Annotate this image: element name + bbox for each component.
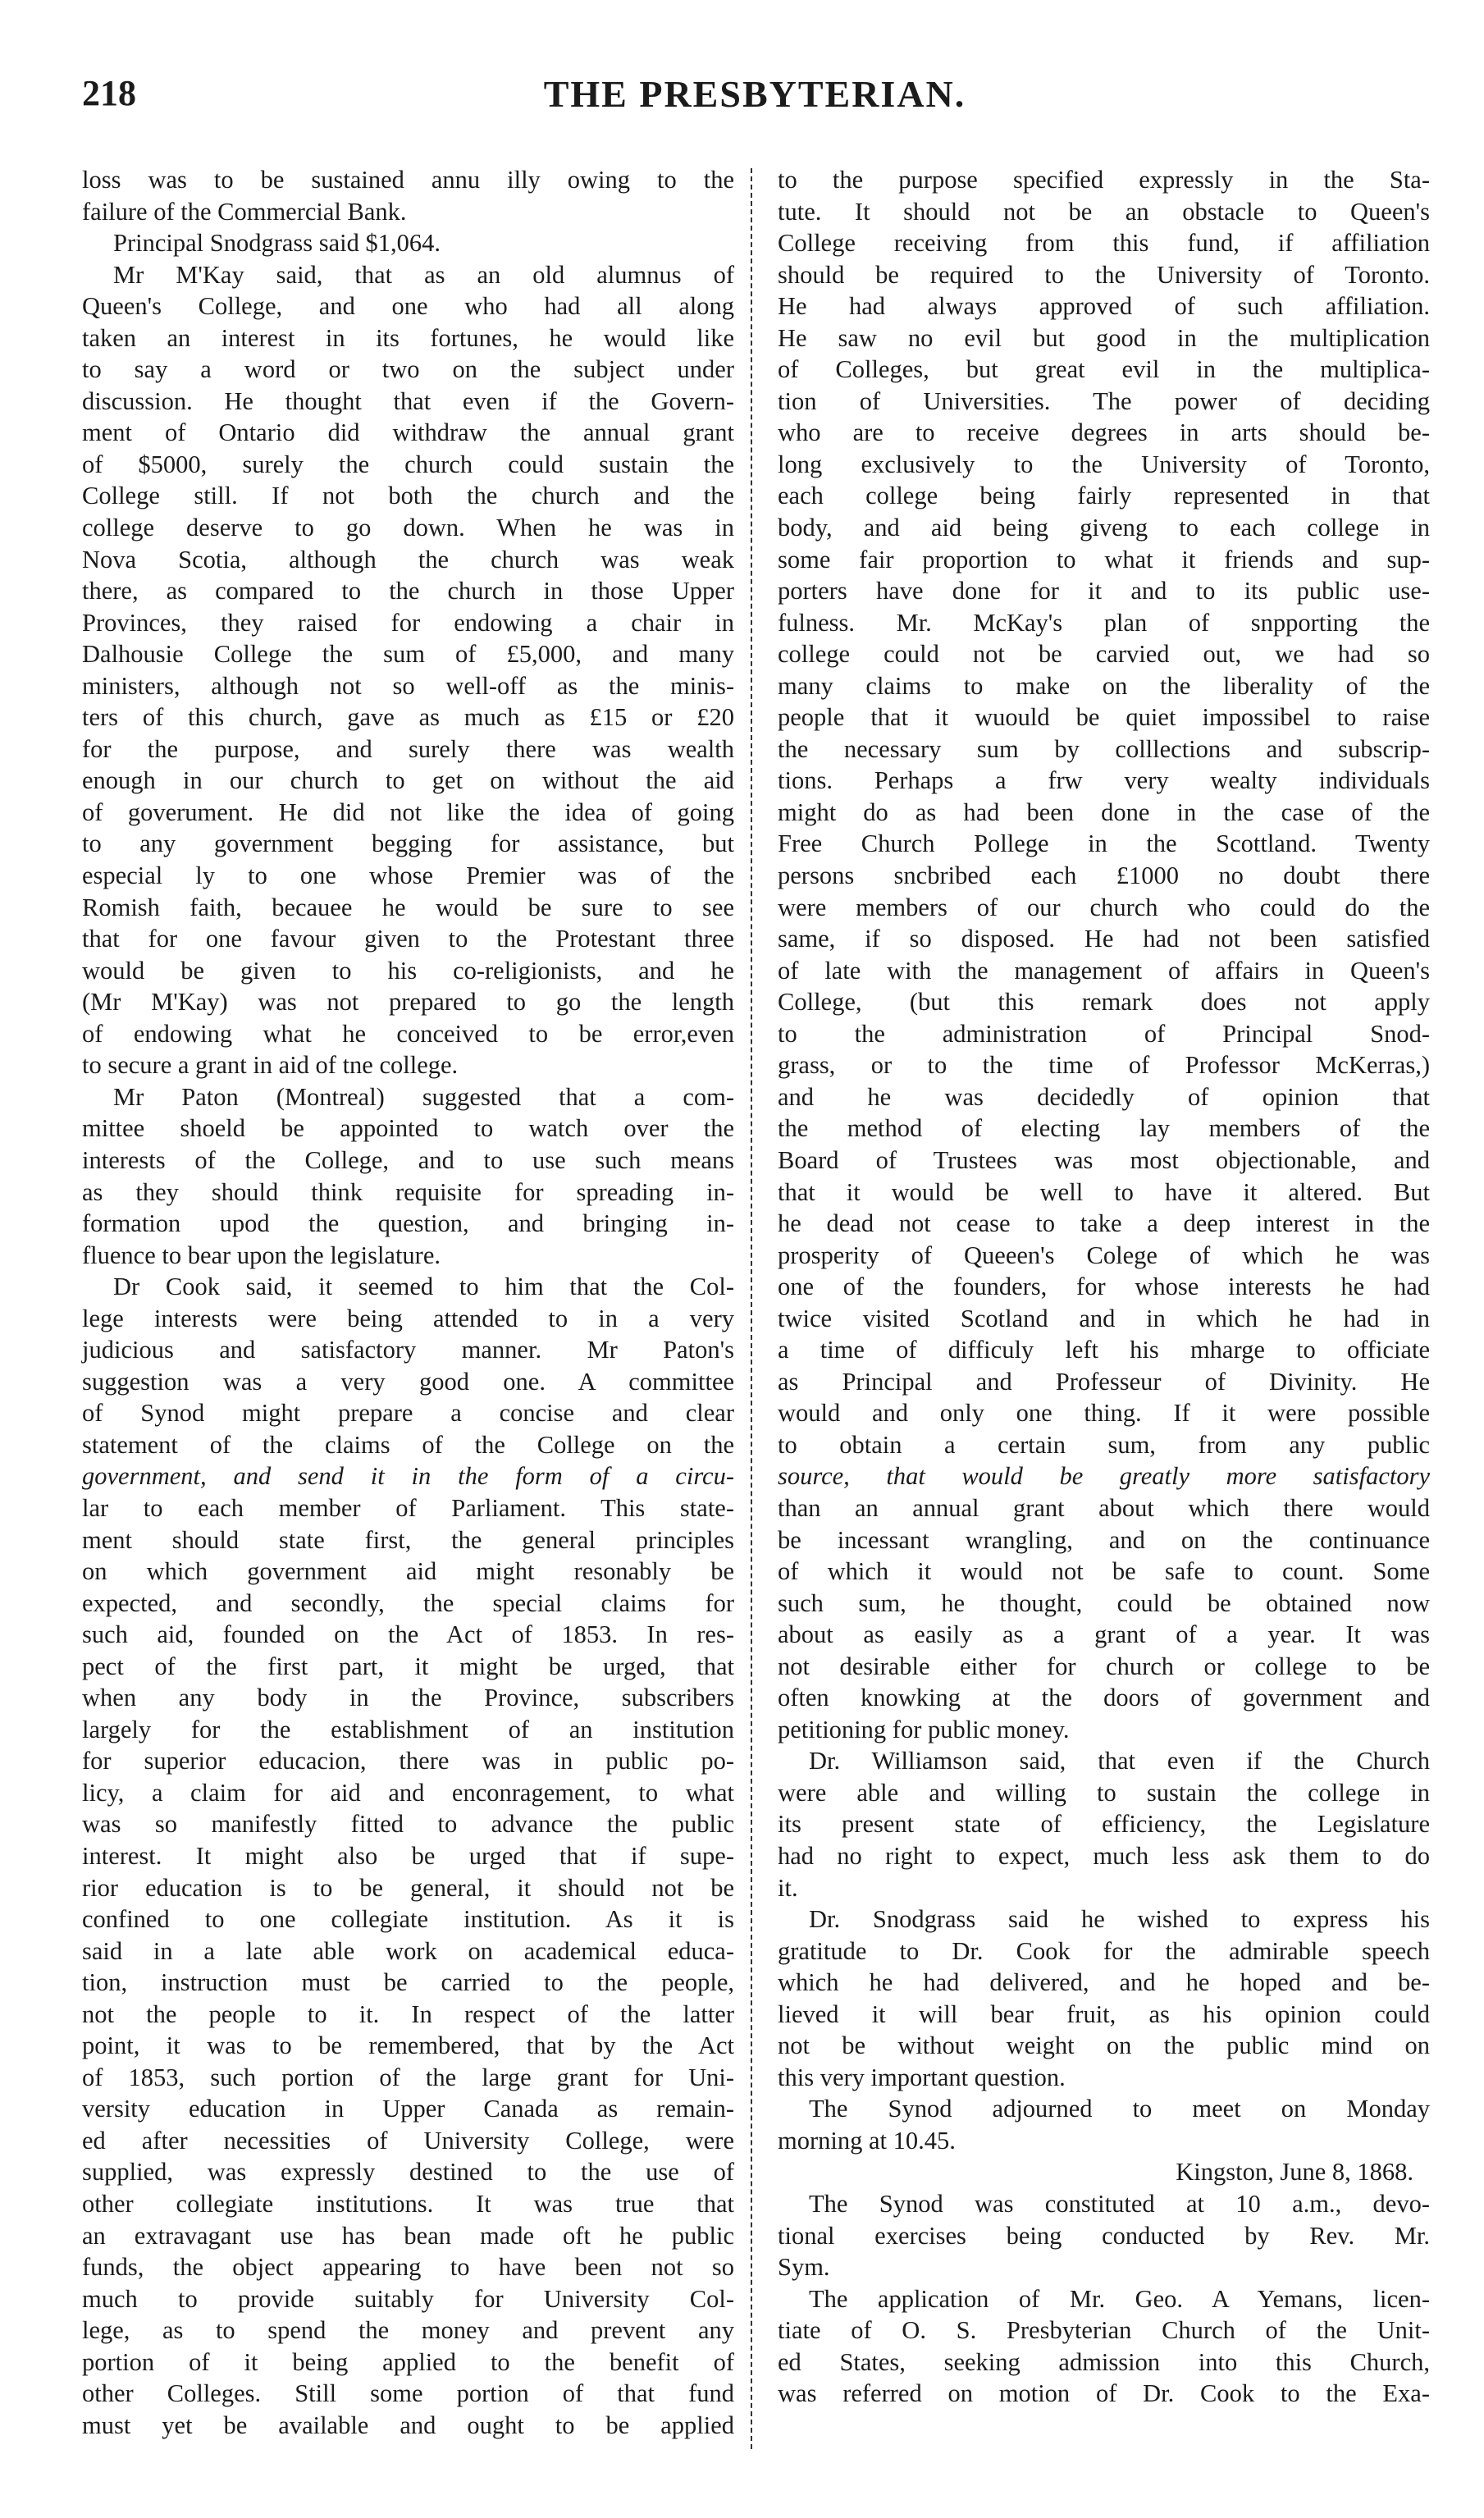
- text-line: such aid, founded on the Act of 1853. In res-: [82, 1620, 734, 1649]
- text-line: largely for the establishment of an institution: [82, 1715, 734, 1743]
- text-line: might do as had been done in the case of the: [778, 797, 1430, 826]
- text-line: about as easily as a grant of a year. It was: [778, 1620, 1430, 1649]
- text-line: ters of this church, gave as much as £15 or £20: [82, 703, 734, 732]
- text-line: of Colleges, but great evil in the multiplica-: [778, 355, 1430, 384]
- text-line: lege interests were being attended to in a very: [82, 1304, 734, 1332]
- text-line: one of the founders, for whose interests he had: [778, 1273, 1430, 1301]
- text-line: of which it would not be safe to count. Some: [778, 1557, 1430, 1586]
- running-title: THE PRESBYTERIAN.: [543, 73, 966, 115]
- text-line: it.: [778, 1873, 798, 1902]
- text-line: had no right to expect, much less ask them to do: [778, 1841, 1430, 1870]
- text-line: suggestion was a very good one. A committee: [82, 1367, 734, 1396]
- text-line: funds, the object appearing to have been not so: [82, 2253, 734, 2282]
- text-line: persons sncbribed each £1000 no doubt there: [778, 861, 1430, 890]
- text-line: said in a late able work on academical educa-: [82, 1936, 734, 1965]
- text-line: on which government aid might resonably be: [82, 1557, 734, 1586]
- text-line: each college being fairly represented in that: [778, 482, 1430, 510]
- text-line: taken an interest in its fortunes, he would like: [82, 323, 734, 352]
- text-line: to any government begging for assistance, but: [82, 829, 734, 858]
- text-line: other Colleges. Still some portion of that fund: [82, 2379, 734, 2408]
- text-line: The Synod was constituted at 10 a.m., devo-: [809, 2190, 1430, 2218]
- text-line: tion, instruction must be carried to the people,: [82, 1968, 734, 1997]
- text-line: interests of the College, and to use such means: [82, 1145, 734, 1174]
- text-line: source, that would be greatly more satisfactory: [778, 1462, 1430, 1491]
- text-line: prosperity of Queeen's Colege of which he was: [778, 1241, 1430, 1269]
- column-divider: [751, 168, 752, 2449]
- text-line: to the purpose specified expressly in the Sta-: [778, 166, 1430, 194]
- text-line: Mr M'Kay said, that as an old alumnus of: [113, 260, 734, 289]
- text-line: much to provide suitably for University Col-: [82, 2284, 734, 2313]
- text-line: twice visited Scotland and in which he had in: [778, 1304, 1430, 1332]
- text-line: petitioning for public money.: [778, 1715, 1070, 1743]
- text-line: long exclusively to the University of Toronto,: [778, 450, 1430, 478]
- text-line: Board of Trustees was most objectionable, and: [778, 1145, 1430, 1174]
- text-line: such sum, he thought, could be obtained now: [778, 1588, 1430, 1617]
- text-line: he dead not cease to take a deep interest in the: [778, 1209, 1430, 1238]
- text-line: tions. Perhaps a frw very wealty individuals: [778, 766, 1430, 795]
- text-line: people that it wuould be quiet impossibel to raise: [778, 703, 1430, 732]
- text-line: He saw no evil but good in the multiplication: [778, 323, 1430, 352]
- text-line: Mr Paton (Montreal) suggested that a com-: [113, 1082, 734, 1111]
- text-line: who are to receive degrees in arts should be-: [778, 418, 1430, 447]
- text-line: of $5000, surely the church could sustain the: [82, 450, 734, 478]
- text-line: of Synod might prepare a concise and clear: [82, 1399, 734, 1428]
- text-line: body, and aid being giveng to each college in: [778, 514, 1430, 542]
- text-line: ment should state first, the general principles: [82, 1525, 734, 1554]
- text-line: morning at 10.45.: [778, 2126, 956, 2155]
- text-line: formation upod the question, and bringing in-: [82, 1209, 734, 1238]
- text-line: that for one favour given to the Protestant three: [82, 925, 734, 953]
- text-line: discussion. He thought that even if the Govern-: [82, 386, 734, 415]
- text-line: tional exercises being conducted by Rev. Mr.: [778, 2221, 1430, 2250]
- text-line: College still. If not both the church and the: [82, 482, 734, 510]
- text-line: Nova Scotia, although the church was weak: [82, 545, 734, 574]
- text-line: judicious and satisfactory manner. Mr Paton's: [82, 1336, 734, 1364]
- text-line: of endowing what he conceived to be error,even: [82, 1019, 734, 1048]
- text-line: this very important question.: [778, 2063, 1066, 2091]
- text-line: of late with the management of affairs in Queen's: [778, 956, 1430, 985]
- text-line: were members of our church who could do the: [778, 893, 1430, 921]
- text-line: ed States, seeking admission into this Church,: [778, 2347, 1430, 2376]
- text-line: grass, or to the time of Professor McKerras,): [778, 1051, 1430, 1080]
- text-line: as they should think requisite for spreading in-: [82, 1177, 734, 1206]
- text-line: would and only one thing. If it were possible: [778, 1399, 1430, 1428]
- page-header: [82, 72, 1427, 146]
- text-line: point, it was to be remembered, that by the Act: [82, 2031, 734, 2060]
- page-number: 218: [82, 73, 136, 113]
- text-line: Provinces, they raised for endowing a chair in: [82, 608, 734, 637]
- text-line: not the people to it. In respect of the latter: [82, 1999, 734, 2028]
- text-line: enough in our church to get on without the aid: [82, 766, 734, 795]
- text-line: The Synod adjourned to meet on Monday: [809, 2095, 1430, 2123]
- text-line: as Principal and Professeur of Divinity. He: [778, 1367, 1430, 1396]
- text-line: portion of it being applied to the benefit of: [82, 2347, 734, 2376]
- text-line: Dalhousie College the sum of £5,000, and many: [82, 640, 734, 669]
- text-line: often knowking at the doors of government and: [778, 1684, 1430, 1712]
- text-line: would be given to his co-religionists, and he: [82, 956, 734, 985]
- text-line: of 1853, such portion of the large grant for Uni-: [82, 2063, 734, 2091]
- text-line: to the administration of Principal Snod-: [778, 1019, 1430, 1048]
- text-line: tiate of O. S. Presbyterian Church of the Unit-: [778, 2316, 1430, 2345]
- text-line: an extravagant use has bean made oft he public: [82, 2221, 734, 2250]
- text-line: Dr Cook said, it seemed to him that the Col-: [113, 1273, 734, 1301]
- text-line: some fair proportion to what it friends and sup-: [778, 545, 1430, 574]
- text-line: that it would be well to have it altered. But: [778, 1177, 1430, 1206]
- text-line: the method of electing lay members of the: [778, 1114, 1430, 1143]
- text-line: to say a word or two on the subject under: [82, 355, 734, 384]
- text-line: College receiving from this fund, if affiliation: [778, 229, 1430, 258]
- text-line: Queen's College, and one who had all along: [82, 292, 734, 321]
- text-line: a time of difficuly left his mharge to officiate: [778, 1336, 1430, 1364]
- text-line: He had always approved of such affiliation.: [778, 292, 1430, 321]
- text-line: was so manifestly fitted to advance the public: [82, 1810, 734, 1839]
- text-line: other collegiate institutions. It was true that: [82, 2190, 734, 2218]
- text-line: ment of Ontario did withdraw the annual grant: [82, 418, 734, 447]
- text-line: statement of the claims of the College on the: [82, 1430, 734, 1459]
- text-line: when any body in the Province, subscribers: [82, 1684, 734, 1712]
- text-line: lieved it will bear fruit, as his opinion could: [778, 1999, 1430, 2028]
- text-line: ministers, although not so well-off as the minis-: [82, 671, 734, 700]
- text-line: should be required to the University of Toronto.: [778, 260, 1430, 289]
- text-line: The application of Mr. Geo. A Yemans, licen-: [809, 2284, 1430, 2313]
- text-line: Dr. Williamson said, that even if the Church: [809, 1747, 1430, 1775]
- text-line: of goverument. He did not like the idea of going: [82, 797, 734, 826]
- text-line: and he was decidedly of opinion that: [778, 1082, 1430, 1111]
- text-line: expected, and secondly, the special claims for: [82, 1588, 734, 1617]
- text-line: porters have done for it and to its public use-: [778, 577, 1430, 606]
- text-line: were able and willing to sustain the college in: [778, 1778, 1430, 1807]
- left-column: [82, 164, 734, 2441]
- text-line: for superior educacion, there was in public po-: [82, 1747, 734, 1775]
- text-line: versity education in Upper Canada as remain-: [82, 2095, 734, 2123]
- text-line: many claims to make on the liberality of the: [778, 671, 1430, 700]
- text-line: fluence to bear upon the legislature.: [82, 1241, 441, 1269]
- text-line: there, as compared to the church in those Upper: [82, 577, 734, 606]
- text-line: than an annual grant about which there would: [778, 1493, 1430, 1522]
- text-line: Free Church Pollege in the Scottland. Twenty: [778, 829, 1430, 858]
- text-line: its present state of efficiency, the Legislature: [778, 1810, 1430, 1839]
- text-line: (Mr M'Kay) was not prepared to go the length: [82, 988, 734, 1017]
- text-line: rior education is to be general, it should not be: [82, 1873, 734, 1902]
- text-line: ed after necessities of University College, were: [82, 2126, 734, 2155]
- text-line: gratitude to Dr. Cook for the admirable speech: [778, 1936, 1430, 1965]
- text-line: fulness. Mr. McKay's plan of snpporting the: [778, 608, 1430, 637]
- text-line: loss was to be sustained annu illy owing to the: [82, 166, 734, 194]
- text-line: pect of the first part, it might be urged, that: [82, 1652, 734, 1680]
- text-line: Romish faith, becauee he would be sure to see: [82, 893, 734, 921]
- text-line: be incessant wrangling, and on the continuance: [778, 1525, 1430, 1554]
- text-line: which he had delivered, and he hoped and be-: [778, 1968, 1430, 1997]
- text-line: tion of Universities. The power of deciding: [778, 386, 1430, 415]
- text-line: Sym.: [778, 2253, 830, 2282]
- text-line: supplied, was expressly destined to the use of: [82, 2158, 734, 2187]
- text-line: college deserve to go down. When he was in: [82, 514, 734, 542]
- text-line: to secure a grant in aid of tne college.: [82, 1051, 459, 1080]
- text-line: especial ly to one whose Premier was of the: [82, 861, 734, 890]
- text-line: tute. It should not be an obstacle to Queen's: [778, 197, 1430, 226]
- text-line: was referred on motion of Dr. Cook to the Exa-: [778, 2379, 1430, 2408]
- text-line: licy, a claim for aid and enconragement, to what: [82, 1778, 734, 1807]
- text-line: lar to each member of Parliament. This state-: [82, 1493, 734, 1522]
- dateline: Kingston, June 8, 1868.: [1176, 2158, 1413, 2187]
- text-line: the necessary sum by colllections and subscrip-: [778, 734, 1430, 763]
- text-line: must yet be available and ought to be applied: [82, 2411, 734, 2439]
- text-line: government, and send it in the form of a circu-: [82, 1462, 734, 1491]
- text-line: interest. It might also be urged that if supe-: [82, 1841, 734, 1870]
- text-line: not be without weight on the public mind on: [778, 2031, 1430, 2060]
- text-line: for the purpose, and surely there was wealth: [82, 734, 734, 763]
- text-line: confined to one collegiate institution. As it is: [82, 1905, 734, 1934]
- text-line: lege, as to spend the money and prevent any: [82, 2316, 734, 2345]
- text-line: College, (but this remark does not apply: [778, 988, 1430, 1017]
- text-line: Principal Snodgrass said $1,064.: [113, 229, 441, 258]
- text-line: mittee shoeld be appointed to watch over the: [82, 1114, 734, 1143]
- text-line: to obtain a certain sum, from any public: [778, 1430, 1430, 1459]
- text-line: same, if so disposed. He had not been satisfied: [778, 925, 1430, 953]
- text-line: Dr. Snodgrass said he wished to express his: [809, 1905, 1430, 1934]
- right-column: [778, 164, 1430, 2410]
- text-line: not desirable either for church or college to be: [778, 1652, 1430, 1680]
- text-line: failure of the Commercial Bank.: [82, 197, 407, 226]
- text-line: college could not be carvied out, we had so: [778, 640, 1430, 669]
